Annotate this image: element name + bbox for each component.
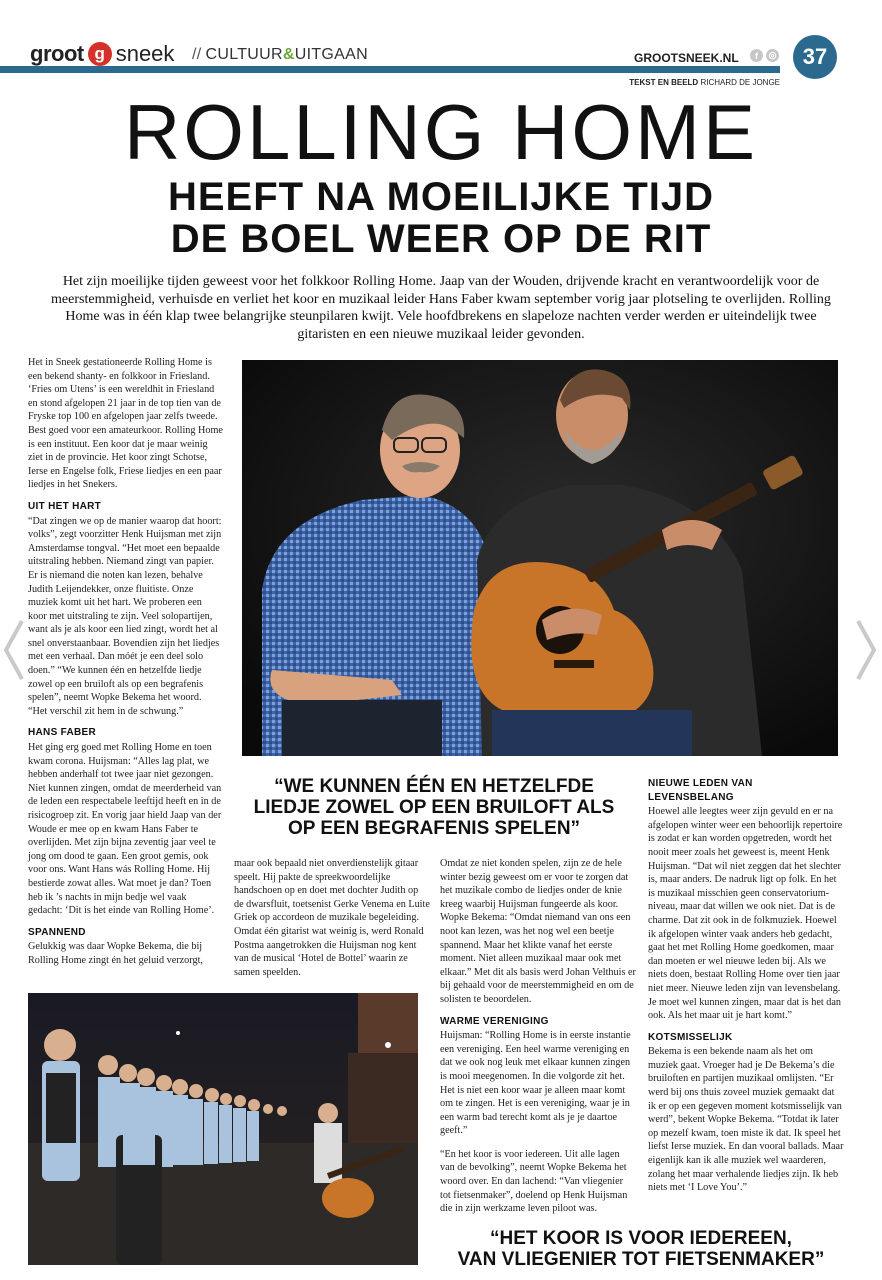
paragraph: Bekema is een bekende naam als het om muziek gaat. Vroeger had je De Bekema’s die bruiloften en partijen muzikaal omlijsten. “Er werd bij ons thuis zoveel muziek gemaakt dat ik er op een gegeven moment kotsmisselijk van werd”, bekent Wopke Bekema. “Totdat ik later op mezelf kwam, toen miste ik dat. Ik speel het liefst Ierse muziek. En dan vooral ballads. Maar eigenlijk kan ik alle muziek wel waarderen, zolang het maar verhalende liedjes zijn. Ik heb niets met ‘I Love You’.” <box>648 1046 844 1194</box>
subheading-nieuwe-leden <box>648 777 844 804</box>
portrait-illustration <box>242 360 838 756</box>
byline <box>629 78 780 87</box>
logo-text-sneek: sneek <box>115 41 175 66</box>
subtitle-line-1: HEEFT NA MOEILIJKE TIJD <box>167 175 714 219</box>
quote-line: LIEDJE ZOWEL OP EEN BRUILOFT ALS <box>253 797 615 818</box>
section-amp: & <box>282 46 295 63</box>
subheading-line: NIEUWE LEDEN VAN <box>648 778 753 789</box>
section-uitgaan: UITGAAN <box>294 46 368 63</box>
quote-line: “HET KOOR IS VOOR IEDEREEN, <box>490 1228 792 1249</box>
column-3 <box>440 857 636 1216</box>
subheading-spannend: SPANNEND <box>28 926 86 938</box>
paragraph: Huijsman: “Rolling Home is in eerste instantie een vereniging. Een heel warme vereniging en dat we ook nog leuk met elkaar kunnen zingen is mooi meegenomen. In die volgorde zit het. Het is niet een koor waar je alleen maar komt om te zingen. Het is een vereniging, waar je in een warm bad terecht komt als je je daartoe geeft.” <box>440 1030 631 1137</box>
magazine-logo[interactable] <box>30 40 174 68</box>
facebook-icon[interactable]: f <box>750 49 763 62</box>
byline-label: TEKST EN BEELD <box>629 78 699 87</box>
subheading-uit-het-hart: UIT HET HART <box>28 500 102 512</box>
subtitle-line-2: DE BOEL WEER OP DE RIT <box>170 217 712 261</box>
section-slash: // <box>192 46 202 63</box>
paragraph: Omdat ze niet konden spelen, zijn ze de hele winter bezig geweest om er voor te zorgen dat het muzikale combo de liedjes onder de knie kreeg waarbij Huijsman fungeerde als koor. Wopke Bekema: “Omdat niemand van ons een noot kan lezen, was het nog wel een beetje spannend. Maar het klikte vanaf het eerste moment. Niet alleen muzikaal maar ook met elkaar.” Met dit als basis werd Johan Velthuis er bij gehaald voor de meerstemmigheid en om de solisten te beoordelen. <box>440 858 636 1005</box>
article-intro: Het zijn moeilijke tijden geweest voor het folkkoor Rolling Home. Jaap van der Wouden, drijvende kracht en verantwoordelijk voor de meerstemmigheid, verhuisde en verliet het koor en muzikaal leider Hans Faber kwam september vorig jaar plotseling te overlijden. Rolling Home was in één klap twee belangrijke steunpilaren kwijt. Vele hoofdbrekens en slapeloze nachten verder werden er uiteindelijk twee gitaristen en een nieuwe muzikaal leider gevonden. <box>51 274 831 342</box>
choir-performance-photo <box>28 993 418 1265</box>
paragraph: Hoewel alle leegtes weer zijn gevuld en er na afgelopen winter weer een behoorlijk repertoire is zodat er kan worden opgetreden, wordt het nooit meer zoals het geweest is, meent Henk Huijsman. “Dat wil niet zeggen dat het slechter is, maar anders. De nadruk ligt op folk. En het is muzikaal misschien geen conservatorium-niveau, maar dat willen we ook niet. Dat is de charme. Dat zit ook in de folkmuziek. Hoewel ik afgelopen winter vaak anders heb gedacht, gaat het met Rolling Home goedkomen, maar dan moeten er wel nieuwe leden bij. Als we niets doen, bestaat Rolling Home over tien jaar niet meer. Nieuwe leden zijn van levensbelang. Je moet wel kunnen zingen, maar dat is het dan ook. Als het maar uit je hart komt.” <box>648 806 843 1022</box>
choir-illustration <box>28 993 418 1265</box>
chevron-left-icon[interactable] <box>2 617 24 683</box>
paragraph: “En het koor is voor iedereen. Uit alle lagen van de bevolking”, neemt Wopke Bekema het woord over. En dan lachend: “Van vliegenier tot fietsenmaker”, doelend op Henk Huijsman die in zijn werkzame leven piloot was. <box>440 1148 628 1215</box>
chevron-right-icon[interactable] <box>856 617 878 683</box>
quote-line: OP EEN BEGRAFENIS SPELEN” <box>287 818 581 839</box>
paragraph: Gelukkig was daar Wopke Bekema, die bij Rolling Home zingt én het geluid verzorgt, <box>28 941 203 966</box>
pull-quote-2 <box>440 1228 842 1270</box>
column-2 <box>234 857 430 979</box>
paragraph: “Dat zingen we op de manier waarop dat hoort: volks”, zegt voorzitter Henk Huijsman met zijn Amsterdamse tongval. “Het moet een bepaalde uitstraling hebben. Niemand zingt van papier. Er is niemand die noten kan lezen, behalve Judith Leijendekker, onze fluitiste. Onze muziek komt uit het hart. We proberen een koor met uitstraling te zijn. Veel solopartijen, want als je als koor een lied zingt, wordt het al snel onverstaanbaar. Bovendien zijn het liedjes met een verhaal. Dan móét je een deel solo doen.” “We kunnen één en hetzelfde liedje zowel op een bruiloft als op een begrafenis spelen”, neemt Wopke Bekema het woord. “Het verschil zit hem in de schwung.” <box>28 515 222 717</box>
paragraph: Het ging erg goed met Rolling Home en toen kwam corona. Huijsman: “Alles lag plat, we hebben anderhalf tot twee jaar niet gezongen. Niet kunnen zingen, omdat de meerderheid van de leden een respectabele leeftijd heeft en in de risicogroep zit. En vorig jaar hield Jaap van der Woude er mee op en kwam Hans Faber te overlijden. Met zijn bijna zeventig jaar veel te jong om dood te gaan. Een groot gemis, ook voor ons. Want Hans wás Rolling Home. Hij bestierde zowat alles. Wat moet je dan? Toen heb ik ’s nachts in mijn bedje wel vaak gedacht: ‘Dit is het einde van Rolling Home’. <box>28 742 222 917</box>
subheading-hans-faber: HANS FABER <box>28 727 97 739</box>
pull-quote-1 <box>236 776 632 839</box>
section-label <box>192 46 368 64</box>
byline-name: RICHARD DE JONGE <box>700 78 780 87</box>
subheading-kotsmisselijk: KOTSMISSELIJK <box>648 1031 733 1043</box>
logo-g-badge: g <box>88 42 112 66</box>
subheading-warme-vereniging: WARME VERENIGING <box>440 1015 549 1027</box>
section-cultuur: CULTUUR <box>205 46 283 63</box>
paragraph: maar ook bepaald niet onverdienstelijk gitaar speelt. Hij pakte de spreekwoordelijke handschoen op en doet met dochter Judith op de dwarsfluit, toetsenist Gerke Venema en Luite Griek op accordeon de muzikale begeleiding. Omdat één gitarist wat weinig is, werd Ronald Postma aangetrokken die Huijsman nog kent van de musical ‘Hotel de Bottel’ waarin ze samen speelden. <box>234 858 430 978</box>
logo-text-groot: groot <box>30 41 84 66</box>
column-4 <box>648 777 844 1195</box>
paragraph: Het in Sneek gestationeerde Rolling Home is een bekend shanty- en folkkoor in Friesland. ‘Fries om Utens’ is een wereldhit in Friesland en stond afgelopen 21 jaar in de top tien van de Fryske top 100 en afgelopen jaar zelfs tweede. Best goed voor een amateurkoor. Rolling Home is een instituut. Een koor dat je maar weinig ziet in de provincie. Het koor zingt Schotse, Ierse en Engelse folk, Friese liedjes en een paar liedjes in het Snekers. <box>28 357 223 491</box>
column-1 <box>28 356 223 968</box>
quote-line: “WE KUNNEN ÉÉN EN HETZELFDE <box>274 776 594 797</box>
page-number: 37 <box>793 35 837 79</box>
instagram-icon[interactable]: ◎ <box>766 49 779 62</box>
subheading-line: LEVENSBELANG <box>648 791 734 803</box>
quote-line: VAN VLIEGENIER TOT FIETSENMAKER” <box>457 1249 825 1270</box>
article-subtitle <box>0 176 882 260</box>
site-url[interactable]: GROOTSNEEK.NL <box>634 51 739 65</box>
duo-portrait-photo <box>242 360 838 756</box>
article-title: ROLLING HOME <box>123 88 759 176</box>
